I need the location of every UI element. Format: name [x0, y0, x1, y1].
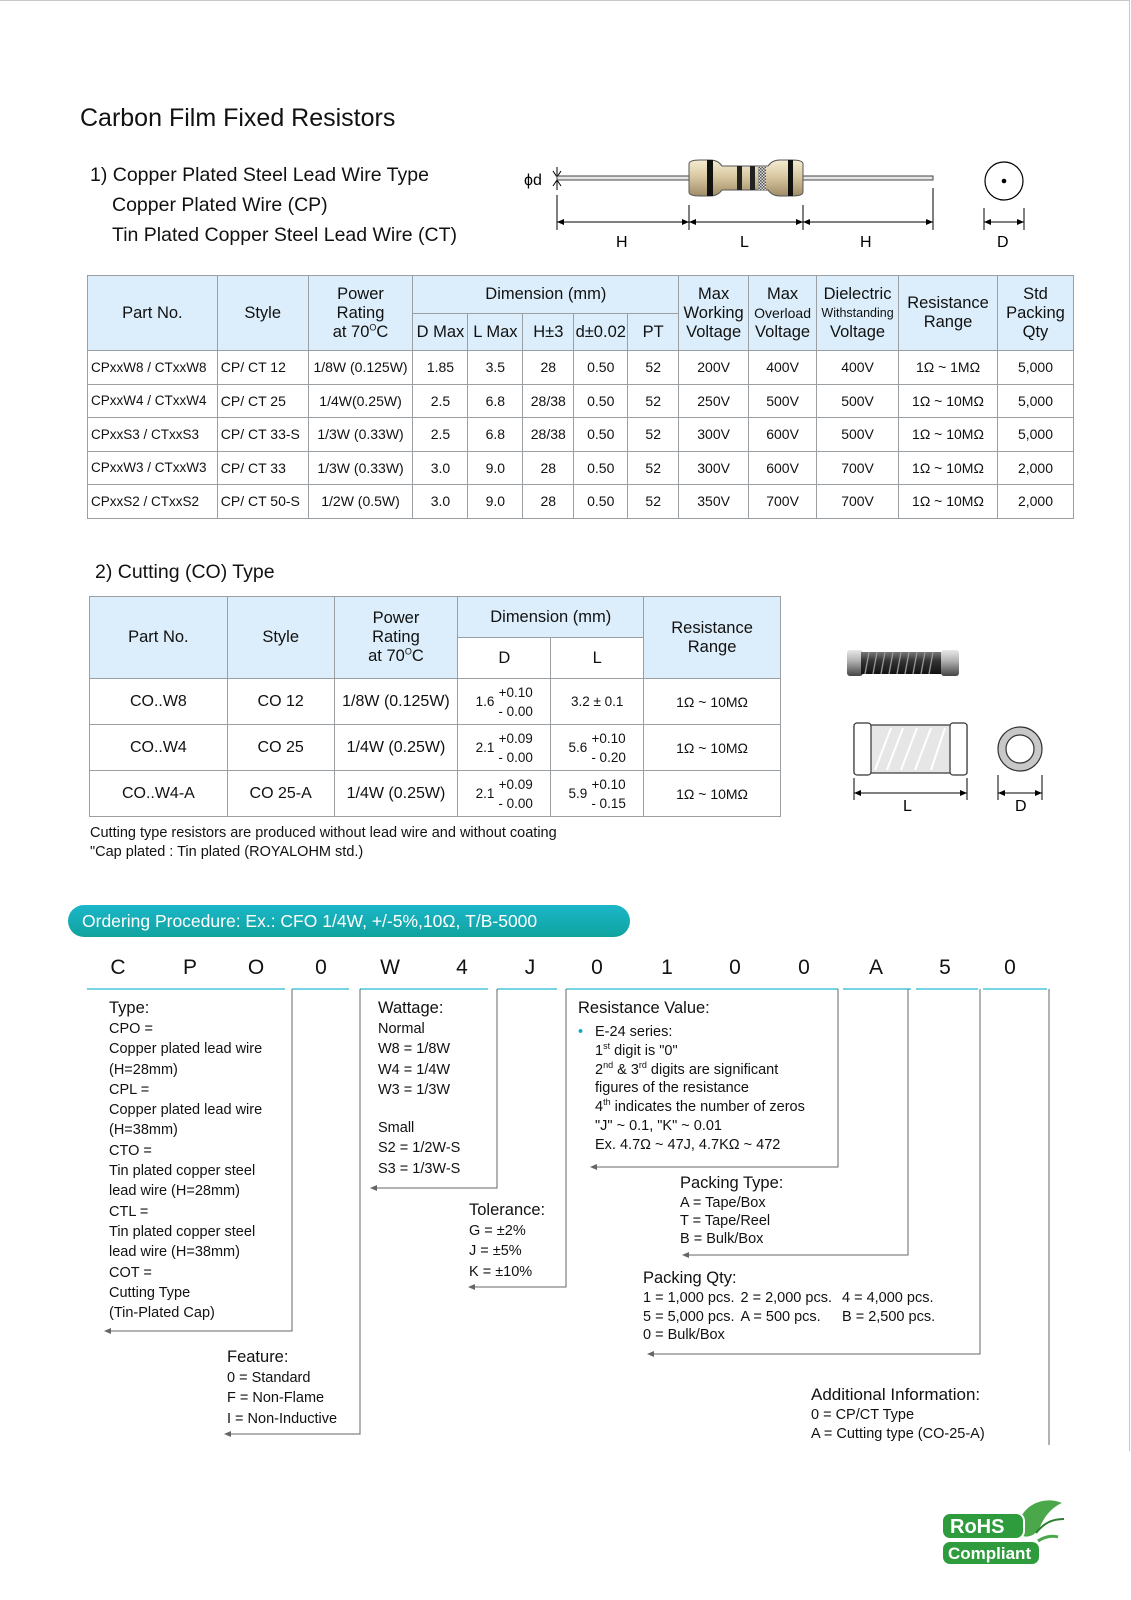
- table-cell: 2.5: [413, 418, 468, 452]
- block-heading: Wattage:: [378, 999, 444, 1017]
- header-line: Resistance: [671, 618, 753, 637]
- block-line: W8 = 1/8W: [378, 1041, 451, 1058]
- section2-heading: 2) Cutting (CO) Type: [95, 561, 275, 583]
- table-cell: 1Ω ~ 10MΩ: [644, 725, 781, 771]
- rohs-badge: [940, 1497, 1070, 1577]
- col-d-max: D Max: [413, 314, 468, 351]
- spec-table-2: [89, 596, 781, 817]
- table-cell: 3.0: [413, 485, 468, 519]
- col-resistance: [644, 597, 781, 679]
- power-text: at 70: [368, 647, 405, 665]
- col-pt: PT: [628, 314, 679, 351]
- table-cell: 6.8: [468, 418, 523, 452]
- leaf-icon: [1020, 1500, 1062, 1536]
- table-cell: CPxxS2 / CTxxS2: [88, 485, 218, 519]
- packing-qty-col: [838, 1289, 935, 1345]
- tol-minus: - 0.00: [498, 703, 533, 719]
- block-line: [595, 1042, 805, 1061]
- table-cell: 1.85: [413, 351, 468, 385]
- block-line: 0 = CP/CT Type: [811, 1407, 915, 1423]
- block-line: E-24 series:: [595, 1024, 673, 1040]
- block-line: lead wire (H=38mm): [109, 1244, 240, 1261]
- table-cell: 28: [523, 351, 574, 385]
- header-line: Qty: [1022, 322, 1049, 341]
- note-line: Cutting type resistors are produced without lead wire and without coating: [90, 825, 557, 841]
- header-line: Working: [683, 303, 744, 322]
- block-line: Copper plated lead wire: [109, 1102, 263, 1119]
- text-span: 1: [595, 1042, 604, 1059]
- page-title: Carbon Film Fixed Resistors: [80, 104, 396, 132]
- ordinal-sup: rd: [638, 1059, 647, 1070]
- table-cell: 700V: [817, 451, 899, 485]
- table-cell: CO..W4: [90, 725, 228, 771]
- table-cell: 3.0: [413, 451, 468, 485]
- block-line: Normal: [378, 1021, 425, 1037]
- table-cell: 6.8: [468, 384, 523, 418]
- table-cell: 5,000: [997, 351, 1073, 385]
- phi-d-label: ϕd: [524, 172, 542, 189]
- tol-minus: - 0.00: [498, 749, 533, 765]
- col-dimension: Dimension (mm): [413, 276, 679, 314]
- code-char: P: [182, 956, 197, 979]
- tol-base: 5.6: [568, 740, 588, 755]
- power-text: at 70: [332, 322, 370, 341]
- power-line: Power: [337, 284, 384, 303]
- block-line: (H=28mm): [109, 1061, 178, 1078]
- ordinal-sup: st: [603, 1040, 611, 1051]
- type-block: [109, 997, 262, 1323]
- section1-line: 1) Copper Plated Steel Lead Wire Type: [90, 164, 429, 186]
- table-cell: 350V: [679, 485, 749, 519]
- table-cell: 500V: [817, 418, 899, 452]
- block-line: CTL =: [109, 1203, 149, 1220]
- code-char: W: [380, 956, 400, 979]
- degree-sup: O: [369, 322, 377, 332]
- block-line: lead wire (H=28mm): [109, 1183, 240, 1200]
- table-row: [88, 384, 1074, 418]
- table-row: [88, 485, 1074, 519]
- table-cell: 1Ω ~ 10MΩ: [899, 485, 998, 519]
- d-label: D: [997, 234, 1009, 251]
- power-line: Rating: [372, 628, 420, 646]
- table-cell: 0.50: [574, 351, 628, 385]
- tol-stack: [591, 729, 626, 767]
- header-line: Withstanding: [821, 305, 894, 320]
- additional-info-block: [811, 1384, 985, 1443]
- header-line: Max: [698, 284, 730, 303]
- d-cell: [458, 771, 551, 817]
- section1-heading: [90, 160, 457, 250]
- col-power: [308, 276, 413, 351]
- table-cell: CP/ CT 12: [217, 351, 308, 385]
- table-row: [90, 725, 781, 771]
- table-cell: 52: [628, 351, 679, 385]
- l-cell: [551, 725, 644, 771]
- block-line: COT =: [109, 1264, 152, 1281]
- table-cell: 1/3W (0.33W): [308, 451, 413, 485]
- col-max-overload: [749, 276, 817, 351]
- packing-qty-col: [741, 1289, 833, 1345]
- tol-plus: +0.10: [498, 684, 533, 700]
- col-dielectric: [817, 276, 899, 351]
- d-cell: [458, 725, 551, 771]
- ordinal-sup: nd: [603, 1059, 614, 1070]
- block-line: W4 = 1/4W: [378, 1061, 451, 1078]
- table-cell: 1/8W (0.125W): [334, 679, 458, 725]
- table-cell: 1/8W (0.125W): [308, 351, 413, 385]
- tol-base: 5.9: [568, 786, 588, 801]
- wattage-block: [378, 997, 460, 1179]
- tol-plus: +0.09: [498, 776, 533, 792]
- packing-type-block: [680, 1172, 783, 1248]
- table-cell: 600V: [749, 418, 817, 452]
- table-cell: 300V: [679, 418, 749, 452]
- text-span: indicates the number of zeros: [610, 1099, 805, 1116]
- block-line: Tin plated copper steel: [109, 1163, 256, 1180]
- block-line: CPO =: [109, 1021, 153, 1037]
- d-label: D: [1015, 798, 1027, 815]
- table-cell: 2.5: [413, 384, 468, 418]
- block-line: A = Cutting type (CO-25-A): [811, 1425, 985, 1442]
- block-line: Small: [378, 1120, 415, 1137]
- table-cell: 250V: [679, 384, 749, 418]
- table-row: [88, 418, 1074, 452]
- table-cell: 0.50: [574, 451, 628, 485]
- block-line: I = Non-Inductive: [227, 1410, 338, 1427]
- table-cell: 0.50: [574, 485, 628, 519]
- block-line: [595, 1098, 805, 1117]
- col-h: H±3: [523, 314, 574, 351]
- tol-plus: +0.10: [591, 730, 626, 746]
- block-line: Cutting Type: [109, 1284, 191, 1301]
- table-cell: 1Ω ~ 10MΩ: [899, 451, 998, 485]
- tol-stack: [498, 729, 533, 767]
- block-heading: Additional Information:: [811, 1385, 981, 1404]
- h-label: H: [860, 234, 872, 251]
- power-line: [309, 323, 413, 342]
- table-cell: 52: [628, 418, 679, 452]
- tol-stack: [591, 775, 626, 813]
- col-power: [334, 597, 458, 679]
- table-cell: 28/38: [523, 418, 574, 452]
- block-line: J = ±5%: [469, 1243, 522, 1260]
- table-cell: CPxxW4 / CTxxW4: [88, 384, 218, 418]
- col-part-no: Part No.: [90, 597, 228, 679]
- section1-line: Copper Plated Wire (CP): [112, 194, 328, 216]
- h-label: H: [616, 234, 628, 251]
- table-cell: CPxxS3 / CTxxS3: [88, 418, 218, 452]
- note-line: "Cap plated : Tin plated (ROYALOHM std.): [90, 844, 364, 860]
- power-unit: C: [376, 322, 389, 341]
- block-line: W3 = 1/3W: [378, 1081, 451, 1098]
- ordinal-sup: th: [603, 1097, 611, 1108]
- tol-plus: +0.09: [498, 730, 533, 746]
- block-line: 0 = Standard: [227, 1370, 311, 1386]
- header-line: Voltage: [755, 322, 811, 341]
- section1-line: Tin Plated Copper Steel Lead Wire (CT): [112, 224, 458, 246]
- power-line: Rating: [336, 303, 385, 322]
- cutting-resistor-diagram: [845, 640, 1055, 815]
- tol-minus: - 0.20: [591, 749, 626, 765]
- header-line: Resistance: [907, 294, 989, 312]
- table-cell: CO 25: [227, 725, 334, 771]
- lead-wire-resistor-diagram: [520, 150, 1030, 255]
- block-line: G = ±2%: [469, 1223, 526, 1239]
- col-d: D: [458, 638, 551, 679]
- table-cell: 28: [523, 451, 574, 485]
- feature-block: [227, 1346, 337, 1429]
- text-span: digit is "0": [610, 1042, 678, 1059]
- code-char: O: [247, 956, 265, 979]
- code-char: 4: [456, 956, 468, 979]
- table-cell: 2,000: [997, 485, 1073, 519]
- table-cell: 400V: [749, 351, 817, 385]
- table-cell: 1Ω ~ 1MΩ: [899, 351, 998, 385]
- packing-qty-columns: [643, 1289, 935, 1345]
- col-resistance: [899, 276, 998, 351]
- block-line: B = 2,500 pcs.: [842, 1308, 936, 1325]
- table-cell: 9.0: [468, 451, 523, 485]
- tol-base: 1.6: [475, 694, 495, 709]
- col-part-no: Part No.: [88, 276, 218, 351]
- tol-stack: [498, 683, 533, 721]
- l-label: L: [903, 798, 912, 815]
- table-row: [90, 679, 781, 725]
- table-cell: 28: [523, 485, 574, 519]
- text-span: 2: [595, 1061, 604, 1078]
- table-cell: 200V: [679, 351, 749, 385]
- table-cell: 1/4W (0.25W): [334, 771, 458, 817]
- table-cell: 2,000: [997, 451, 1073, 485]
- table-cell: 500V: [749, 384, 817, 418]
- tol-minus: - 0.15: [591, 795, 626, 811]
- table-cell: 500V: [817, 384, 899, 418]
- tol-plus: +0.10: [591, 776, 626, 792]
- compliant-text: Compliant: [948, 1544, 1032, 1563]
- text-span: digits are significant: [646, 1061, 779, 1078]
- col-packing: [997, 276, 1073, 351]
- block-line: "J" ~ 0.1, "K" ~ 0.01: [595, 1117, 722, 1134]
- block-line: 1 = 1,000 pcs.: [643, 1290, 735, 1306]
- l-cell: 3.2 ± 0.1: [551, 679, 644, 725]
- tol-base: 2.1: [475, 740, 495, 755]
- resistance-details: [578, 1023, 805, 1155]
- text-span: & 3: [613, 1061, 639, 1078]
- header-line: Overload: [754, 304, 811, 321]
- table-cell: 0.50: [574, 418, 628, 452]
- block-line: [595, 1061, 805, 1080]
- col-dimension: Dimension (mm): [458, 597, 644, 638]
- block-line: B = Bulk/Box: [680, 1231, 764, 1247]
- col-max-working: [679, 276, 749, 351]
- code-char: 0: [315, 956, 327, 979]
- table-cell: CP/ CT 25: [217, 384, 308, 418]
- table-cell: 52: [628, 384, 679, 418]
- table-row: [88, 351, 1074, 385]
- bullet-icon: •: [578, 1024, 584, 1040]
- code-char: 0: [729, 956, 741, 979]
- table-cell: 1Ω ~ 10MΩ: [644, 679, 781, 725]
- table-cell: 300V: [679, 451, 749, 485]
- table-cell: CPxxW3 / CTxxW3: [88, 451, 218, 485]
- resistance-block: [578, 997, 805, 1155]
- col-l: L: [551, 638, 644, 679]
- table-row: [90, 771, 781, 817]
- block-heading: Packing Type:: [680, 1174, 784, 1192]
- degree-sup: O: [404, 646, 412, 657]
- header-line: Std: [1023, 284, 1048, 303]
- spec-table-1: [87, 275, 1074, 519]
- table-cell: 9.0: [468, 485, 523, 519]
- block-line: 0 = Bulk/Box: [643, 1327, 725, 1343]
- block-line: F = Non-Flame: [227, 1390, 325, 1407]
- code-char: 5: [939, 956, 951, 979]
- table-cell: 1Ω ~ 10MΩ: [899, 384, 998, 418]
- tolerance-block: [469, 1199, 545, 1282]
- power-line: Power: [372, 609, 420, 627]
- l-cell: [551, 771, 644, 817]
- table-cell: 1/4W (0.25W): [334, 725, 458, 771]
- table-cell: 1/4W(0.25W): [308, 384, 413, 418]
- table-cell: 28/38: [523, 384, 574, 418]
- power-unit: C: [411, 647, 424, 665]
- header-line: Voltage: [830, 322, 886, 341]
- col-l-max: L Max: [468, 314, 523, 351]
- table-cell: 700V: [749, 485, 817, 519]
- code-char: 0: [591, 956, 603, 979]
- code-char: 0: [798, 956, 810, 979]
- rohs-text: RoHS: [950, 1516, 1005, 1538]
- table-cell: 1Ω ~ 10MΩ: [899, 418, 998, 452]
- block-heading: Type:: [109, 999, 150, 1017]
- table-cell: 52: [628, 485, 679, 519]
- block-heading: Feature:: [227, 1348, 289, 1366]
- table-cell: CP/ CT 50-S: [217, 485, 308, 519]
- table-cell: CO 12: [227, 679, 334, 725]
- block-line: Tin plated copper steel: [109, 1223, 256, 1240]
- table-cell: CO 25-A: [227, 771, 334, 817]
- text-span: 4: [595, 1099, 604, 1116]
- header-line: Range: [687, 637, 737, 656]
- block-heading: Packing Qty:: [643, 1269, 737, 1287]
- code-char: 0: [1004, 956, 1016, 979]
- block-line: S3 = 1/3W-S: [378, 1160, 461, 1177]
- table-cell: 5,000: [997, 418, 1073, 452]
- block-line: A = 500 pcs.: [740, 1308, 821, 1325]
- table-cell: CP/ CT 33: [217, 451, 308, 485]
- table-cell: 5,000: [997, 384, 1073, 418]
- block-line: CTO =: [109, 1142, 152, 1159]
- code-char: J: [524, 956, 536, 979]
- table-cell: 1/3W (0.33W): [308, 418, 413, 452]
- table-cell: 1/2W (0.5W): [308, 485, 413, 519]
- header-line: Range: [923, 313, 973, 331]
- table-cell: CO..W4-A: [90, 771, 228, 817]
- header-line: Max: [767, 284, 799, 303]
- col-style: Style: [217, 276, 308, 351]
- table-cell: 52: [628, 451, 679, 485]
- block-line: T = Tape/Reel: [680, 1213, 771, 1229]
- table-cell: 0.50: [574, 384, 628, 418]
- block-line: (H=38mm): [109, 1122, 178, 1139]
- table-cell: 3.5: [468, 351, 523, 385]
- block-line: 4 = 4,000 pcs.: [842, 1290, 934, 1306]
- header-line: Packing: [1006, 303, 1065, 322]
- block-line: S2 = 1/2W-S: [378, 1140, 461, 1157]
- code-char: 1: [661, 956, 673, 979]
- d-cell: [458, 679, 551, 725]
- power-line: [335, 647, 458, 666]
- cutting-notes: [90, 824, 557, 862]
- block-line: 5 = 5,000 pcs.: [643, 1308, 735, 1325]
- table-row: [88, 451, 1074, 485]
- table-cell: 400V: [817, 351, 899, 385]
- table-cell: CO..W8: [90, 679, 228, 725]
- block-line: K = ±10%: [469, 1263, 533, 1280]
- ordering-banner: Ordering Procedure: Ex.: CFO 1/4W, +/-5%,10Ω, T/B-5000: [68, 905, 630, 937]
- col-d-wire: d±0.02: [574, 314, 628, 351]
- tol-base: 2.1: [475, 786, 495, 801]
- code-char: C: [110, 956, 126, 979]
- table-cell: 1Ω ~ 10MΩ: [644, 771, 781, 817]
- header-line: Voltage: [686, 322, 742, 341]
- block-line: 2 = 2,000 pcs.: [740, 1290, 832, 1306]
- col-style: Style: [227, 597, 334, 679]
- block-line: (Tin-Plated Cap): [109, 1305, 215, 1322]
- block-heading: Resistance Value:: [578, 999, 710, 1017]
- table-cell: 700V: [817, 485, 899, 519]
- block-line: figures of the resistance: [595, 1080, 749, 1097]
- table-cell: CP/ CT 33-S: [217, 418, 308, 452]
- header-line: Dielectric: [823, 284, 892, 303]
- tol-minus: - 0.00: [498, 795, 533, 811]
- code-char: A: [868, 956, 883, 979]
- block-line: CPL =: [109, 1081, 150, 1098]
- tol-stack: [498, 775, 533, 813]
- l-label: L: [740, 234, 749, 251]
- block-line: A = Tape/Box: [680, 1195, 766, 1211]
- block-line: Ex. 4.7Ω ~ 47J, 4.7KΩ ~ 472: [595, 1136, 781, 1153]
- packing-qty-block: [643, 1267, 935, 1345]
- block-heading: Tolerance:: [469, 1201, 546, 1219]
- table-cell: CPxxW8 / CTxxW8: [88, 351, 218, 385]
- block-line: Copper plated lead wire: [109, 1041, 263, 1058]
- table-cell: 600V: [749, 451, 817, 485]
- packing-qty-col: [643, 1289, 735, 1345]
